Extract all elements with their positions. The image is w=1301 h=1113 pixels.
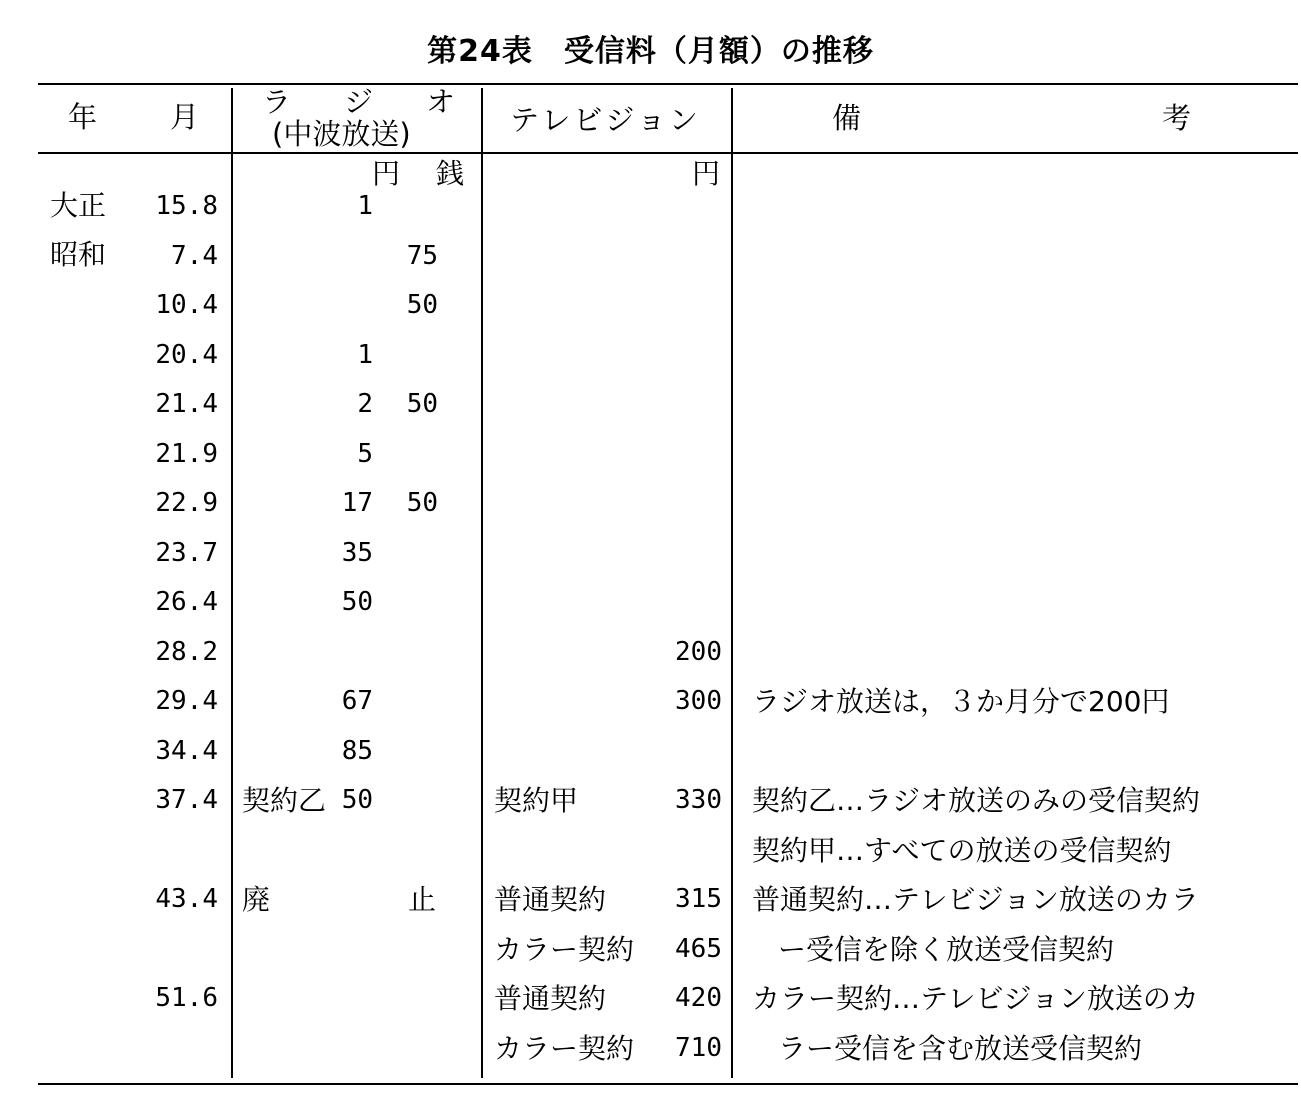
unit-radio-yen: 円 bbox=[372, 157, 401, 190]
row-remark: 契約乙…ラジオ放送のみの受信契約 bbox=[752, 784, 1201, 817]
row-radio-yen: 1 bbox=[357, 340, 373, 370]
table-bottom-rule bbox=[38, 1083, 1298, 1085]
row-date: 23.7 bbox=[155, 538, 218, 568]
row-tv-value: 420 bbox=[675, 983, 722, 1013]
column-divider-tv bbox=[481, 88, 483, 1078]
row-remark: ラジオ放送は，３か月分で200円 bbox=[752, 685, 1170, 718]
row-date: 22.9 bbox=[155, 488, 218, 518]
row-date: 20.4 bbox=[155, 340, 218, 370]
row-date: 28.2 bbox=[155, 637, 218, 667]
header-bottom-rule bbox=[38, 152, 1298, 154]
row-tv-label: カラー契約 bbox=[494, 933, 635, 966]
row-radio-sen: 50 bbox=[406, 290, 438, 320]
row-radio-yen: 2 bbox=[357, 389, 373, 419]
row-tv-value: 300 bbox=[675, 686, 722, 716]
row-radio-yen: 85 bbox=[341, 736, 373, 766]
row-tv-label: 普通契約 bbox=[494, 982, 607, 1015]
row-radio-yen: 35 bbox=[341, 538, 373, 568]
era-taisho: 大正 bbox=[50, 189, 107, 222]
row-radio-sen: 50 bbox=[406, 389, 438, 419]
row-tv-label: カラー契約 bbox=[494, 1032, 635, 1065]
row-radio-yen: 1 bbox=[357, 191, 373, 221]
row-date: 37.4 bbox=[155, 785, 218, 815]
row-tv-value: 710 bbox=[675, 1033, 722, 1063]
row-radio-yen: 17 bbox=[341, 488, 373, 518]
row-tv-label: 契約甲 bbox=[494, 784, 579, 817]
row-date: 26.4 bbox=[155, 587, 218, 617]
row-date: 51.6 bbox=[155, 983, 218, 1013]
column-divider-remarks bbox=[731, 88, 733, 1078]
row-tv-value: 200 bbox=[675, 637, 722, 667]
table-title: 第24表 受信料（月額）の推移 bbox=[427, 34, 874, 69]
row-remark: ラー受信を含む放送受信契約 bbox=[778, 1032, 1143, 1065]
header-radio-sub: (中波放送) bbox=[272, 117, 411, 151]
header-year: 年 bbox=[68, 100, 98, 134]
row-remark: カラー契約…テレビジョン放送のカ bbox=[752, 982, 1199, 1015]
row-date: 10.4 bbox=[155, 290, 218, 320]
column-divider-radio bbox=[231, 88, 233, 1078]
unit-tv-yen: 円 bbox=[692, 157, 721, 190]
row-radio-label: 契約乙 bbox=[242, 784, 327, 817]
row-date: 21.9 bbox=[155, 439, 218, 469]
row-remark: 契約甲…すべての放送の受信契約 bbox=[752, 834, 1172, 867]
row-radio-label: 廃 bbox=[242, 883, 271, 916]
row-radio-label-2: 止 bbox=[408, 883, 437, 916]
row-radio-yen: 67 bbox=[341, 686, 373, 716]
table-top-rule bbox=[38, 83, 1298, 85]
row-date: 43.4 bbox=[155, 884, 218, 914]
row-radio-sen: 50 bbox=[406, 488, 438, 518]
row-radio-yen: 50 bbox=[341, 587, 373, 617]
header-remarks-b: 考 bbox=[1162, 101, 1192, 135]
row-remark: ー受信を除く放送受信契約 bbox=[778, 933, 1115, 966]
row-radio-yen: 50 bbox=[341, 785, 373, 815]
row-tv-value: 330 bbox=[675, 785, 722, 815]
header-radio: ラ ジ オ bbox=[262, 85, 468, 119]
header-month: 月 bbox=[170, 100, 200, 134]
row-date: 21.4 bbox=[155, 389, 218, 419]
row-tv-label: 普通契約 bbox=[494, 883, 607, 916]
header-tv: テレビジョン bbox=[510, 103, 701, 137]
era-showa: 昭和 bbox=[50, 238, 107, 271]
row-radio-sen: 75 bbox=[406, 241, 438, 271]
unit-radio-sen: 銭 bbox=[436, 157, 465, 190]
row-radio-yen: 5 bbox=[357, 439, 373, 469]
row-tv-value: 315 bbox=[675, 884, 722, 914]
row-tv-value: 465 bbox=[675, 934, 722, 964]
row-remark: 普通契約…テレビジョン放送のカラ bbox=[752, 883, 1199, 916]
row-date: 15.8 bbox=[155, 191, 218, 221]
row-date: 7.4 bbox=[171, 241, 218, 271]
row-date: 34.4 bbox=[155, 736, 218, 766]
row-date: 29.4 bbox=[155, 686, 218, 716]
header-remarks-a: 備 bbox=[832, 101, 862, 135]
